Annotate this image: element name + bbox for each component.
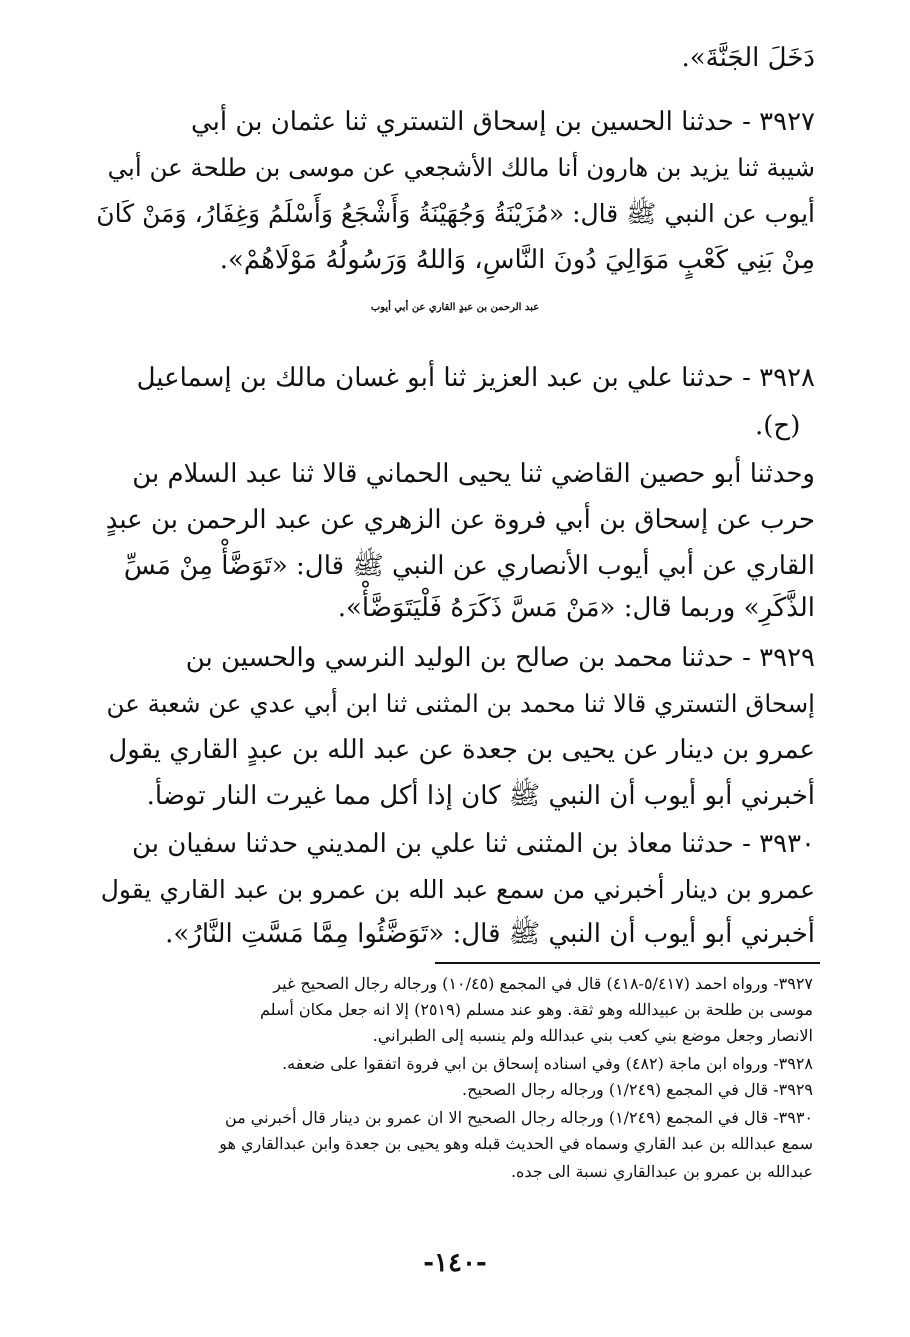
text-line: عمرو بن دينار عن يحيى بن جعدة عن عبد الله بن عبدٍ القاري يقول bbox=[108, 735, 815, 765]
footnote-separator bbox=[435, 962, 820, 964]
text-line: إسحاق التستري قالا ثنا محمد بن المثنى ثنا ابن أبي عدي عن شعبة عن bbox=[106, 689, 815, 718]
hadith-3927: ٣٩٢٧ - حدثنا الحسين بن إسحاق التستري ثنا عثمان بن أبي bbox=[191, 107, 815, 137]
hadith-3929: ٣٩٢٩ - حدثنا محمد بن صالح بن الوليد النرسي والحسين بن bbox=[185, 643, 815, 673]
text-line: دَخَلَ الجَنَّةَ». bbox=[681, 43, 815, 73]
text-line: (ح). bbox=[755, 411, 801, 441]
page-number: -١٤٠- bbox=[423, 1248, 487, 1278]
section-heading: عبد الرحمن بن عبدٍ القاري عن أبي أيوب bbox=[370, 302, 540, 313]
footnote-3930: ٣٩٣٠- قال في المجمع (١/٢٤٩) ورجاله رجال الصحيح الا ان عمرو بن دينار قال أخبرني من bbox=[224, 1108, 813, 1127]
footnote-line: الانصار وجعل موضع بني كعب بني عبدالله ولم ينسبه إلى الطبراني. bbox=[372, 1026, 813, 1045]
text-line: شيبة ثنا يزيد بن هارون أنا مالك الأشجعي عن موسى بن طلحة عن أبي bbox=[107, 153, 815, 182]
footnote-line: عبدالله بن عمرو بن عبدالقاري نسبة الى جده. bbox=[510, 1162, 813, 1181]
footnote-line: سمع عبدالله بن عبد القاري وسماه في الحديث قبله وهو يحيى بن جعدة وابن عبدالقاري هو bbox=[219, 1134, 813, 1153]
text-line: أيوب عن النبي ﷺ قال: «مُزَيْنَةُ وَجُهَيْنَةُ وَأَشْجَعُ وَأَسْلَمُ وَغِفَارُ، وَمَنْ كَانَ bbox=[96, 199, 815, 228]
text-line: أخبرني أبو أيوب أن النبي ﷺ قال: «تَوَضَّئُوا مِمَّا مَسَّتِ النَّارُ». bbox=[165, 919, 815, 949]
text-line: مِنْ بَنِي كَعْبٍ مَوَالِيَ دُونَ النَّاسِ، وَاللهُ وَرَسُولُهُ مَوْلَاهُمْ». bbox=[219, 245, 815, 275]
text-line: عمرو بن دينار أخبرني من سمع عبد الله بن عمرو بن عبد القاري يقول bbox=[100, 875, 815, 904]
footnote-3927: ٣٩٢٧- ورواه احمد (٥/٤١٧-٤١٨) قال في المجمع (١٠/٤٥) ورجاله رجال الصحيح غير bbox=[273, 974, 813, 993]
text-line: القاري عن أبي أيوب الأنصاري عن النبي ﷺ قال: «تَوَضَّأْ مِنْ مَسِّ bbox=[123, 551, 815, 581]
text-line: وحدثنا أبو حصين القاضي ثنا يحيى الحماني قالا ثنا عبد السلام بن bbox=[132, 459, 815, 489]
hadith-3930: ٣٩٣٠ - حدثنا معاذ بن المثنى ثنا علي بن المديني حدثنا سفيان بن bbox=[131, 829, 815, 859]
text-line: حرب عن إسحاق بن أبي فروة عن الزهري عن عبد الرحمن بن عبدٍ bbox=[105, 505, 815, 535]
text-line: الذَّكَرِ» وربما قال: «مَنْ مَسَّ ذَكَرَهُ فَلْيَتَوَضَّأْ». bbox=[337, 593, 815, 623]
text-line: أخبرني أبو أيوب أن النبي ﷺ كان إذا أكل مما غيرت النار توضأ. bbox=[146, 781, 815, 811]
hadith-3928: ٣٩٢٨ - حدثنا علي بن عبد العزيز ثنا أبو غسان مالك بن إسماعيل bbox=[136, 363, 815, 393]
footnote-line: موسى بن طلحة بن عبيدالله وهو ثقة. وهو عند مسلم (٢٥١٩) إلا انه جعل مكان أسلم bbox=[260, 1000, 813, 1019]
footnote-3929: ٣٩٢٩- قال في المجمع (١/٢٤٩) ورجاله رجال الصحيح. bbox=[462, 1080, 813, 1099]
footnote-3928: ٣٩٢٨- ورواه ابن ماجة (٤٨٢) وفي اسناده إسحاق بن ابي فروة اتفقوا على ضعفه. bbox=[282, 1054, 813, 1073]
